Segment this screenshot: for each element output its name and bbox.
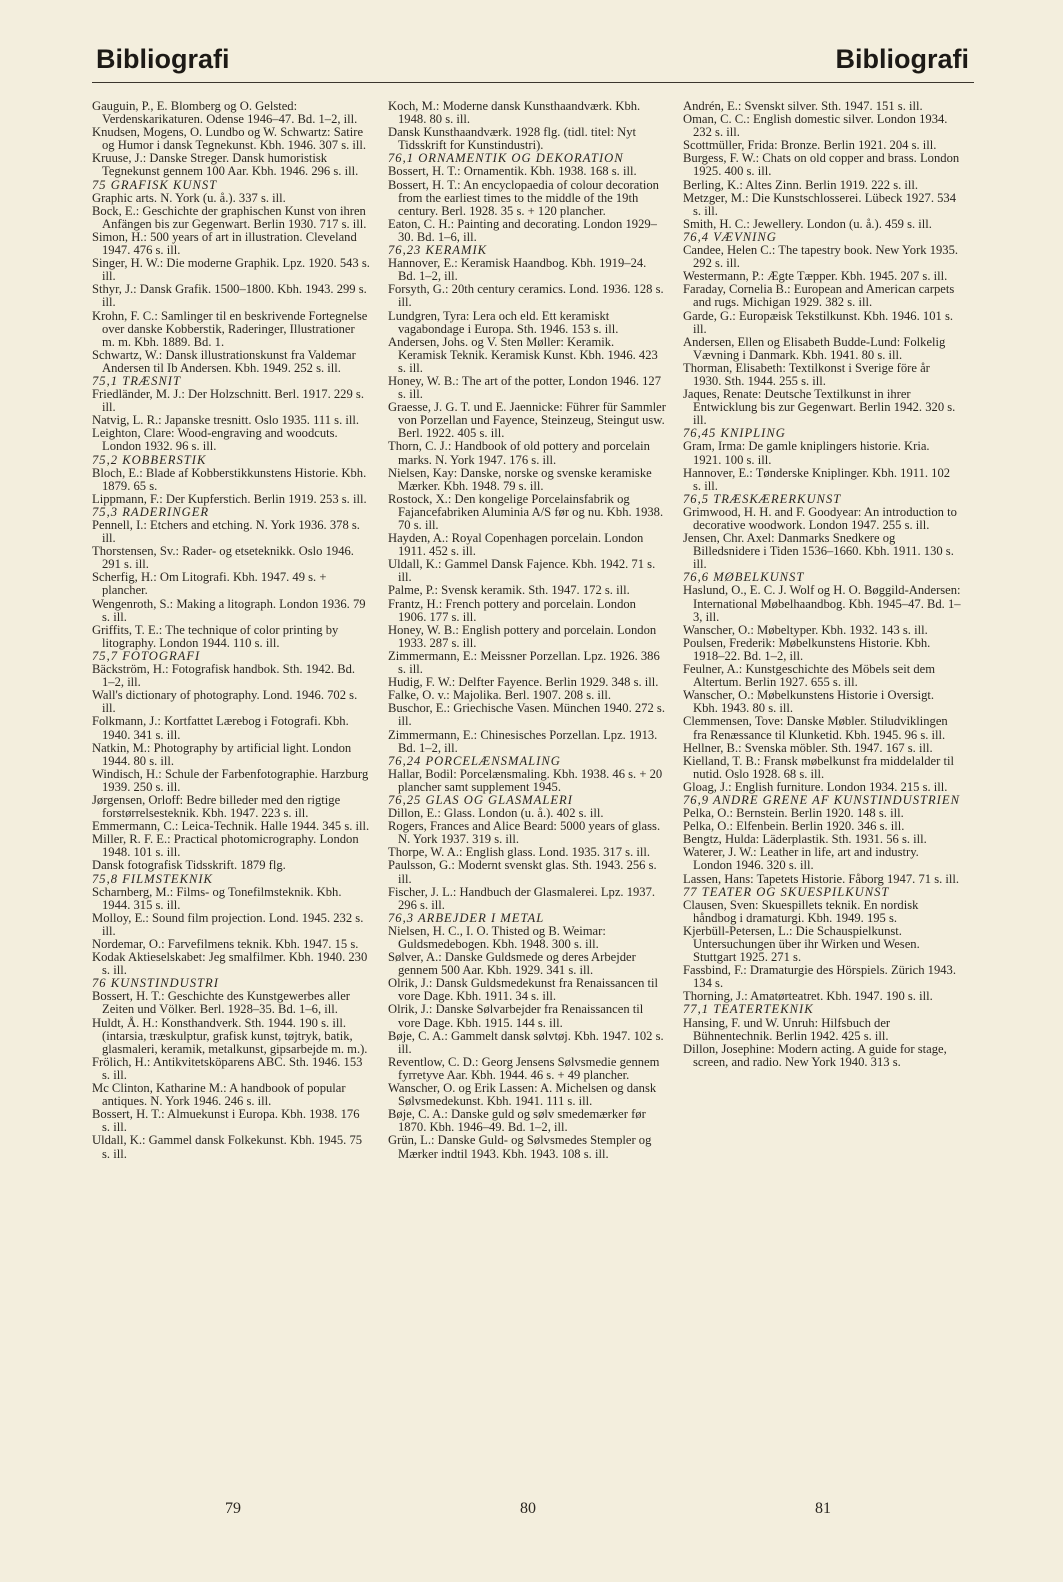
bibliography-entry: Dillon, Josephine: Modern acting. A guide for stage, screen, and radio. New York 1940. 313 s. xyxy=(683,1041,947,1069)
bibliography-entry: Hannover, E.: Tønderske Kniplinger. Kbh. 1911. 102 s. ill. xyxy=(683,465,951,493)
bibliography-entry: Frantz, H.: French pottery and porcelain. London 1906. 177 s. ill. xyxy=(388,596,636,624)
bibliography-entry: Wanscher, O. og Erik Lassen: A. Michelsen og dansk Sølvsmedekunst. Kbh. 1941. 111 s. ill. xyxy=(388,1081,657,1109)
bibliography-entry: Westermann, P.: Ægte Tæpper. Kbh. 1945. 207 s. ill. xyxy=(683,269,948,284)
bibliography-entry: Knudsen, Mogens, O. Lundbo og W. Schwartz: Satire og Humor i dansk Tegnekunst. Kbh. 1946. 307 s. ill. xyxy=(92,125,367,153)
section-heading: 76,6 MØBELKUNST xyxy=(683,570,805,585)
bibliography-entry: Hudig, F. W.: Delfter Fayence. Berlin 1929. 348 s. ill. xyxy=(388,675,659,690)
bibliography-entry: Hansing, F. und W. Unruh: Hilfsbuch der Bühnentechnik. Berlin 1942. 425 s. ill. xyxy=(683,1015,891,1043)
bibliography-entry: Wall's dictionary of photography. Lond. 1946. 702 s. ill. xyxy=(92,688,358,716)
bibliography-entry: Rostock, X.: Den kongelige Porcelainsfabrik og Fajancefabriken Aluminia A/S før og nu. Kbh. 1938. 70 s. ill. xyxy=(388,491,664,532)
bibliography-entry: Reventlow, C. D.: Georg Jensens Sølvsmedie gennem fyrretyve Aar. Kbh. 1944. 46 s. + 49 plancher. xyxy=(388,1054,660,1082)
bibliography-entry: Hellner, B.: Svenska möbler. Sth. 1947. 167 s. ill. xyxy=(683,740,933,755)
bibliography-entry: Thorn, C. J.: Handbook of old pottery and porcelain marks. N. York 1947. 176 s. ill. xyxy=(388,439,650,467)
bibliography-entry: Bloch, E.: Blade af Kobberstikkunstens Historie. Kbh. 1879. 65 s. xyxy=(92,465,367,493)
bibliography-entry: Nielsen, H. C., I. O. Thisted og B. Weimar: Guldsmedebogen. Kbh. 1948. 300 s. ill. xyxy=(388,923,606,951)
bibliography-entry: Andersen, Johs. og V. Sten Møller: Keramik. Keramisk Teknik. Keramisk Kunst. Kbh. 1946. 423 s. ill. xyxy=(388,334,658,375)
column-2 xyxy=(388,100,666,1161)
bibliography-entry: Bossert, H. T.: Geschichte des Kunstgewerbes aller Zeiten und Völker. Berl. 1928–35. Bd. 1–6, ill. xyxy=(92,989,350,1017)
bibliography-entry: Falke, O. v.: Majolika. Berl. 1907. 208 s. ill. xyxy=(388,688,612,703)
section-heading: 76,1 ORNAMENTIK OG DEKORATION xyxy=(388,151,624,166)
bibliography-entry: Andersen, Ellen og Elisabeth Budde-Lund: Folkelig Vævning i Danmark. Kbh. 1941. 80 s. ill. xyxy=(683,334,946,362)
bibliography-entry: Koch, M.: Moderne dansk Kunsthaandværk. Kbh. 1948. 80 s. ill. xyxy=(388,99,641,127)
bibliography-entry: Kodak Aktieselskabet: Jeg smalfilmer. Kbh. 1940. 230 s. ill. xyxy=(92,950,368,978)
bibliography-entry: Schwartz, W.: Dansk illustrationskunst fra Valdemar Andersen til Ib Andersen. Kbh. 1949. 252 s. ill. xyxy=(92,347,356,375)
bibliography-entry: Scherfig, H.: Om Litografi. Kbh. 1947. 49 s. + plancher. xyxy=(92,570,327,598)
column-3 xyxy=(683,100,961,1069)
bibliography-entry: Dillon, E.: Glass. London (u. å.). 402 s. ill. xyxy=(388,806,604,821)
page-number-left: 79 xyxy=(225,1500,241,1517)
bibliography-entry: Kjerbüll-Petersen, L.: Die Schauspielkunst. Untersuchungen über ihr Wirken und Wesen. Stuttgart 1925. 271 s. xyxy=(683,923,920,965)
bibliography-entry: Kielland, T. B.: Fransk møbelkunst fra middelalder til nutid. Oslo 1928. 68 s. ill. xyxy=(683,753,954,781)
bibliography-entry: Thorman, Elisabeth: Textilkonst i Sverige före år 1930. Sth. 1944. 255 s. ill. xyxy=(683,360,930,388)
bibliography-entry: Paulsson, G.: Modernt svenskt glas. Sth. 1943. 256 s. ill. xyxy=(388,858,657,886)
bibliography-entry: Bøje, C. A.: Gammelt dansk sølvtøj. Kbh. 1947. 102 s. ill. xyxy=(388,1028,664,1056)
bibliography-entry: Eaton, C. H.: Painting and decorating. London 1929–30. Bd. 1–6, ill. xyxy=(388,216,657,244)
bibliography-entry: Nordemar, O.: Farvefilmens teknik. Kbh. 1947. 15 s. xyxy=(92,937,359,951)
bibliography-entry: Oman, C. C.: English domestic silver. London 1934. 232 s. ill. xyxy=(683,112,948,140)
bibliography-entry: Bossert, H. T.: Almuekunst i Europa. Kbh. 1938. 176 s. ill. xyxy=(92,1107,360,1135)
section-heading: 75,3 RADERINGER xyxy=(92,504,210,519)
bibliography-entry: Emmermann, C.: Leica-Technik. Halle 1944. 345 s. ill. xyxy=(92,819,370,834)
bibliography-entry: Jensen, Chr. Axel: Danmarks Snedkere og Billedsnidere i Tiden 1536–1660. Kbh. 1911. 130 s. ill. xyxy=(683,531,954,572)
page-number-right: 81 xyxy=(815,1500,831,1517)
bibliography-entry: Pelka, O.: Bernstein. Berlin 1920. 148 s. ill. xyxy=(683,806,904,821)
bibliography-entry: Candee, Helen C.: The tapestry book. New York 1935. 292 s. ill. xyxy=(683,243,959,271)
bibliography-entry: Scharnberg, M.: Films- og Tonefilmsteknik. Kbh. 1944. 315 s. ill. xyxy=(92,884,342,912)
bibliography-entry: Grün, L.: Danske Guld- og Sølvsmedes Stempler og Mærker indtil 1943. Kbh. 1943. 108 s. ill. xyxy=(388,1133,652,1161)
section-heading: 75,1 TRÆSNIT xyxy=(92,373,181,388)
bibliography-entry: Olrik, J.: Dansk Guldsmedekunst fra Renaissancen til vore Dage. Kbh. 1911. 34 s. ill. xyxy=(388,976,659,1004)
section-heading: 75,2 KOBBERSTIK xyxy=(92,452,207,467)
bibliography-entry: Uldall, K.: Gammel dansk Folkekunst. Kbh. 1945. 75 s. ill. xyxy=(92,1133,363,1161)
bibliography-entry: Thorpe, W. A.: English glass. Lond. 1935. 317 s. ill. xyxy=(388,845,651,860)
section-heading: 76,24 PORCELÆNSMALING xyxy=(388,753,561,768)
section-heading: 76,3 ARBEJDER I METAL xyxy=(388,910,545,925)
bibliography-entry: Metzger, M.: Die Kunstschlosserei. Lübeck 1927. 534 s. ill. xyxy=(683,190,957,218)
running-header-left: Bibliografi xyxy=(96,44,230,74)
bibliography-entry: Huldt, Å. H.: Konsthandverk. Sth. 1944. 190 s. ill. (intarsia, træskulptur, grafisk kunst, tøjtryk, batik, glasmaleri, keramik, metalkunst, gipsarbejde m. m.). xyxy=(92,1015,368,1056)
bibliography-entry: Sølver, A.: Danske Guldsmede og deres Arbejder gennem 500 Aar. Kbh. 1929. 341 s. ill. xyxy=(388,950,636,978)
bibliography-entry: Nielsen, Kay: Danske, norske og svenske keramiske Mærker. Kbh. 1948. 79 s. ill. xyxy=(388,465,652,493)
section-heading: 77 TEATER OG SKUESPILKUNST xyxy=(683,884,890,899)
header-rule xyxy=(92,82,974,83)
bibliography-entry: Bock, E.: Geschichte der graphischen Kunst von ihren Anfängen bis zur Gegenwart. Berlin 1930. 717 s. ill. xyxy=(92,203,367,231)
bibliography-entry: Graphic arts. N. York (u. å.). 337 s. ill. xyxy=(92,190,286,205)
bibliography-entry: Folkmann, J.: Kortfattet Lærebog i Fotografi. Kbh. 1940. 341 s. ill. xyxy=(92,714,349,742)
bibliography-entry: Zimmermann, E.: Meissner Porzellan. Lpz. 1926. 386 s. ill. xyxy=(388,648,660,677)
bibliography-entry: Fassbind, F.: Dramaturgie des Hörspiels. Zürich 1943. 134 s. xyxy=(683,963,956,991)
bibliography-entry: Olrik, J.: Danske Sølvarbejder fra Renaissancen til vore Dage. Kbh. 1915. 144 s. ill. xyxy=(388,1002,644,1030)
bibliography-entry: Jaques, Renate: Deutsche Textilkunst in ihrer Entwicklung bis zur Gegenwart. Berlin 1942. 320 s. ill. xyxy=(683,387,956,428)
section-heading: 76,4 VÆVNING xyxy=(683,229,777,244)
bibliography-entry: Singer, H. W.: Die moderne Graphik. Lpz. 1920. 543 s. ill. xyxy=(92,256,370,284)
bibliography-entry: Windisch, H.: Schule der Farbenfotographie. Harzburg 1939. 250 s. ill. xyxy=(92,766,369,794)
bibliography-entry: Fischer, J. L.: Handbuch der Glasmalerei. Lpz. 1937. 296 s. ill. xyxy=(388,884,656,912)
section-heading: 76,9 ANDRE GRENE AF KUNSTINDUSTRIEN xyxy=(683,792,960,807)
section-heading: 76,23 KERAMIK xyxy=(388,243,488,258)
bibliography-entry: Rogers, Frances and Alice Beard: 5000 years of glass. N. York 1937. 319 s. ill. xyxy=(388,819,661,847)
bibliography-entry: Zimmermann, E.: Chinesisches Porzellan. Lpz. 1913. Bd. 1–2, ill. xyxy=(388,727,658,755)
section-heading: 75,8 FILMSTEKNIK xyxy=(92,871,213,886)
bibliography-entry: Leighton, Clare: Wood-engraving and woodcuts. London 1932. 96 s. ill. xyxy=(92,426,338,454)
bibliography-entry: Bossert, H. T.: An encyclopaedia of colour decoration from the earliest times to the middle of the 19th century. Berl. 1928. 35 s. + 120 plancher. xyxy=(388,177,659,218)
bibliography-entry: Dansk Kunsthaandværk. 1928 flg. (tidl. titel: Nyt Tidsskrift for Kunstindustri). xyxy=(388,125,637,153)
section-heading: 75 GRAFISK KUNST xyxy=(92,177,218,192)
page-number-middle: 80 xyxy=(520,1500,536,1517)
bibliography-entry: Honey, W. B.: The art of the potter, London 1946. 127 s. ill. xyxy=(388,373,662,402)
bibliography-entry: Wengenroth, S.: Making a litograph. London 1936. 79 s. ill. xyxy=(92,596,366,624)
bibliography-entry: Grimwood, H. H. and F. Goodyear: An introduction to decorative woodwork. London 1947. 255 s. ill. xyxy=(683,504,957,532)
bibliography-entry: Sthyr, J.: Dansk Grafik. 1500–1800. Kbh. 1943. 299 s. ill. xyxy=(92,282,367,310)
section-heading: 76,45 KNIPLING xyxy=(683,426,786,441)
bibliography-entry: Krohn, F. C.: Samlinger til en beskrivende Fortegnelse over danske Kobberstik, Raderinger, Illustrationer m. m. Kbh. 1889. Bd. 1. xyxy=(92,308,368,349)
bibliography-entry: Miller, R. F. E.: Practical photomicrography. London 1948. 101 s. ill. xyxy=(92,832,359,860)
bibliography-entry: Bäckström, H.: Fotografisk handbok. Sth. 1942. Bd. 1–2, ill. xyxy=(92,662,356,690)
bibliography-entry: Simon, H.: 500 years of art in illustration. Cleveland 1947. 476 s. ill. xyxy=(92,229,357,258)
section-heading: 76,5 TRÆSKÆRERKUNST xyxy=(683,491,842,506)
bibliography-entry: Pennell, I.: Etchers and etching. N. York 1936. 378 s. ill. xyxy=(92,518,360,546)
bibliography-entry: Jørgensen, Orloff: Bedre billeder med den rigtige forstørrelsesteknik. Kbh. 1947. 223 s. ill. xyxy=(92,792,341,821)
column-1 xyxy=(92,100,370,1161)
section-heading: 76,25 GLAS OG GLASMALERI xyxy=(388,792,573,807)
bibliography-entry: Uldall, K.: Gammel Dansk Fajence. Kbh. 1942. 71 s. ill. xyxy=(388,557,656,585)
bibliography-entry: Waterer, J. W.: Leather in life, art and industry. London 1946. 320 s. ill. xyxy=(683,845,919,873)
bibliography-entry: Burgess, F. W.: Chats on old copper and brass. London 1925. 400 s. ill. xyxy=(683,151,960,179)
section-heading: 75,7 FOTOGRAFI xyxy=(92,648,201,663)
bibliography-entry: Dansk fotografisk Tidsskrift. 1879 flg. xyxy=(92,858,286,873)
bibliography-entry: Bengtz, Hulda: Läderplastik. Sth. 1931. 56 s. ill. xyxy=(683,832,927,847)
bibliography-entry: Berling, K.: Altes Zinn. Berlin 1919. 222 s. ill. xyxy=(683,177,919,192)
section-heading: 76 KUNSTINDUSTRI xyxy=(92,976,219,991)
bibliography-entry: Griffits, T. E.: The technique of color printing by litography. London 1944. 110 s. ill. xyxy=(92,622,339,650)
bibliography-entry: Clemmensen, Tove: Danske Møbler. Stiludviklingen fra Renæssance til Klunketid. Kbh. 1945. 96 s. ill. xyxy=(683,714,948,742)
bibliography-entry: Pelka, O.: Elfenbein. Berlin 1920. 346 s. ill. xyxy=(683,819,905,834)
bibliography-entry: Gram, Irma: De gamle kniplingers historie. Kria. 1921. 100 s. ill. xyxy=(683,439,930,467)
bibliography-entry: Forsyth, G.: 20th century ceramics. Lond. 1936. 128 s. ill. xyxy=(388,282,664,310)
bibliography-entry: Natvig, L. R.: Japanske tresnitt. Oslo 1935. 111 s. ill. xyxy=(92,413,360,428)
bibliography-entry: Thorning, J.: Amatørteatret. Kbh. 1947. 190 s. ill. xyxy=(683,989,933,1004)
bibliography-entry: Lippmann, F.: Der Kupferstich. Berlin 1919. 253 s. ill. xyxy=(92,491,367,506)
bibliography-entry: Faraday, Cornelia B.: European and American carpets and rugs. Michigan 1929. 382 s. ill. xyxy=(683,282,955,310)
bibliography-entry: Wanscher, O.: Møbelkunstens Historie i Oversigt. Kbh. 1943. 80 s. ill. xyxy=(683,688,935,716)
bibliography-entry: Hannover, E.: Keramisk Haandbog. Kbh. 1919–24. Bd. 1–2, ill. xyxy=(388,256,647,284)
bibliography-entry: Palme, P.: Svensk keramik. Sth. 1947. 172 s. ill. xyxy=(388,583,630,598)
bibliography-entry: Mc Clinton, Katharine M.: A handbook of popular antiques. N. York 1946. 246 s. ill. xyxy=(92,1081,346,1109)
section-heading: 77,1 TEATERTEKNIK xyxy=(683,1002,814,1017)
bibliography-entry: Thorstensen, Sv.: Rader- og etseteknikk. Oslo 1946. 291 s. ill. xyxy=(92,544,354,572)
bibliography-entry: Poulsen, Frederik: Møbelkunstens Historie. Kbh. 1918–22. Bd. 1–2, ill. xyxy=(683,635,931,663)
bibliography-entry: Garde, G.: Europæisk Tekstilkunst. Kbh. 1946. 101 s. ill. xyxy=(683,308,953,336)
bibliography-entry: Feulner, A.: Kunstgeschichte des Möbels seit dem Altertum. Berlin 1927. 655 s. ill. xyxy=(683,662,936,690)
bibliography-entry: Andrén, E.: Svenskt silver. Sth. 1947. 151 s. ill. xyxy=(683,99,923,113)
bibliography-entry: Buschor, E.: Griechische Vasen. München 1940. 272 s. ill. xyxy=(388,701,665,729)
bibliography-entry: Clausen, Sven: Skuespillets teknik. En nordisk håndbog i dramaturgi. Kbh. 1949. 195 s. xyxy=(683,897,919,925)
bibliography-entry: Frölich, H.: Antikvitetsköparens ABC. Sth. 1946. 153 s. ill. xyxy=(92,1054,363,1082)
bibliography-entry: Hayden, A.: Royal Copenhagen porcelain. London 1911. 452 s. ill. xyxy=(388,531,644,559)
bibliography-entry: Lundgren, Tyra: Lera och eld. Ett keramiskt vagabondage i Europa. Sth. 1946. 153 s. ill. xyxy=(388,308,619,336)
bibliography-entry: Honey, W. B.: English pottery and porcelain. London 1933. 287 s. ill. xyxy=(388,622,657,650)
bibliography-entry: Gauguin, P., E. Blomberg og O. Gelsted: Verdenskarikaturen. Odense 1946–47. Bd. 1–2, ill. xyxy=(92,99,358,127)
bibliography-entry: Lassen, Hans: Tapetets Historie. Fåborg 1947. 71 s. ill. xyxy=(683,871,960,886)
bibliography-entry: Natkin, M.: Photography by artificial light. London 1944. 80 s. ill. xyxy=(92,740,352,768)
bibliography-entry: Smith, H. C.: Jewellery. London (u. å.). 459 s. ill. xyxy=(683,216,932,231)
bibliography-entry: Scottmüller, Frida: Bronze. Berlin 1921. 204 s. ill. xyxy=(683,138,937,153)
bibliography-entry: Molloy, E.: Sound film projection. Lond. 1945. 232 s. ill. xyxy=(92,910,364,938)
bibliography-entry: Haslund, O., E. C. J. Wolf og H. O. Bøggild-Andersen: International Møbelhaandbog. Kbh. 1945–47. Bd. 1–3, ill. xyxy=(683,583,961,624)
bibliography-entry: Hallar, Bodil: Porcelænsmaling. Kbh. 1938. 46 s. + 20 plancher samt supplement 1945. xyxy=(388,766,663,794)
bibliography-entry: Friedländer, M. J.: Der Holzschnitt. Berl. 1917. 229 s. ill. xyxy=(92,387,364,415)
bibliography-entry: Wanscher, O.: Møbeltyper. Kbh. 1932. 143 s. ill. xyxy=(683,622,928,637)
bibliography-entry: Gloag, J.: English furniture. London 1934. 215 s. ill. xyxy=(683,779,948,794)
running-header-right: Bibliografi xyxy=(835,44,969,74)
bibliography-entry: Bossert, H. T.: Ornamentik. Kbh. 1938. 168 s. ill. xyxy=(388,164,637,179)
bibliography-entry: Graesse, J. G. T. und E. Jaennicke: Führer für Sammler von Porzellan und Fayence, Steinzeug, Steingut usw. Berl. 1922. 405 s. ill. xyxy=(388,400,666,441)
bibliography-entry: Bøje, C. A.: Danske guld og sølv smedemærker før 1870. Kbh. 1946–49. Bd. 1–2, ill. xyxy=(388,1107,646,1135)
bibliography-entry: Kruuse, J.: Danske Streger. Dansk humoristisk Tegnekunst gennem 100 Aar. Kbh. 1946. 296 s. ill. xyxy=(92,151,359,179)
